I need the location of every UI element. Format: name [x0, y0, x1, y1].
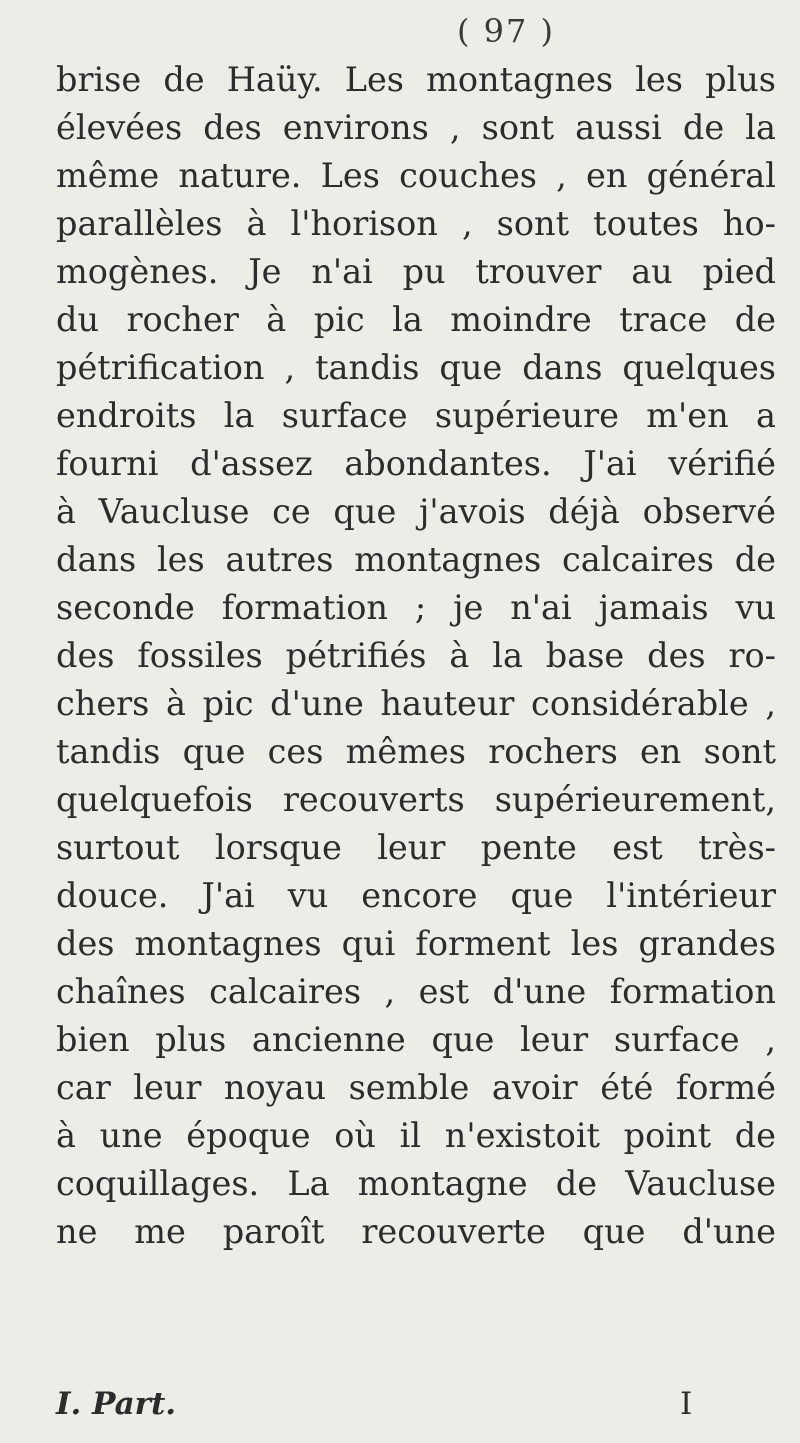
text-line: bien plus ancienne que leur surface , — [56, 1020, 776, 1059]
signature-letter: I — [680, 1386, 693, 1422]
text-line: du rocher à pic la moindre trace de — [56, 300, 776, 339]
text-line: parallèles à l'horison , sont toutes ho- — [56, 204, 776, 243]
page-footer — [0, 1386, 800, 1434]
text-line: chaînes calcaires , est d'une formation — [56, 972, 776, 1011]
text-line: dans les autres montagnes calcaires de — [56, 540, 776, 579]
text-line: pétrification , tandis que dans quelques — [56, 348, 776, 387]
text-line: des montagnes qui forment les grandes — [56, 924, 776, 963]
text-line: à Vaucluse ce que j'avois déjà observé — [56, 492, 776, 531]
text-line: même nature. Les couches , en général — [56, 156, 776, 195]
text-line: surtout lorsque leur pente est très- — [56, 828, 776, 867]
text-line: seconde formation ; je n'ai jamais vu — [56, 588, 776, 627]
text-line: ne me paroît recouverte que d'une — [56, 1212, 776, 1251]
text-line: chers à pic d'une hauteur considérable , — [56, 684, 776, 723]
text-line: car leur noyau semble avoir été formé — [56, 1068, 776, 1107]
signature-mark: I. Part. — [56, 1386, 177, 1422]
text-line: tandis que ces mêmes rochers en sont — [56, 732, 776, 771]
text-line: brise de Haüy. Les montagnes les plus — [56, 60, 776, 99]
text-line: mogènes. Je n'ai pu trouver au pied — [56, 252, 776, 291]
text-line: douce. J'ai vu encore que l'intérieur — [56, 876, 776, 915]
text-line: élevées des environs , sont aussi de la — [56, 108, 776, 147]
text-line: à une époque où il n'existoit point de — [56, 1116, 776, 1155]
text-line: des fossiles pétrifiés à la base des ro- — [56, 636, 776, 675]
page-number: ( 97 ) — [456, 12, 555, 50]
text-line: endroits la surface supérieure m'en a — [56, 396, 776, 435]
text-line: fourni d'assez abondantes. J'ai vérifié — [56, 444, 776, 483]
text-line: quelquefois recouverts supérieurement, — [56, 780, 776, 819]
text-line: coquillages. La montagne de Vaucluse — [56, 1164, 776, 1203]
text-body — [56, 56, 776, 1256]
